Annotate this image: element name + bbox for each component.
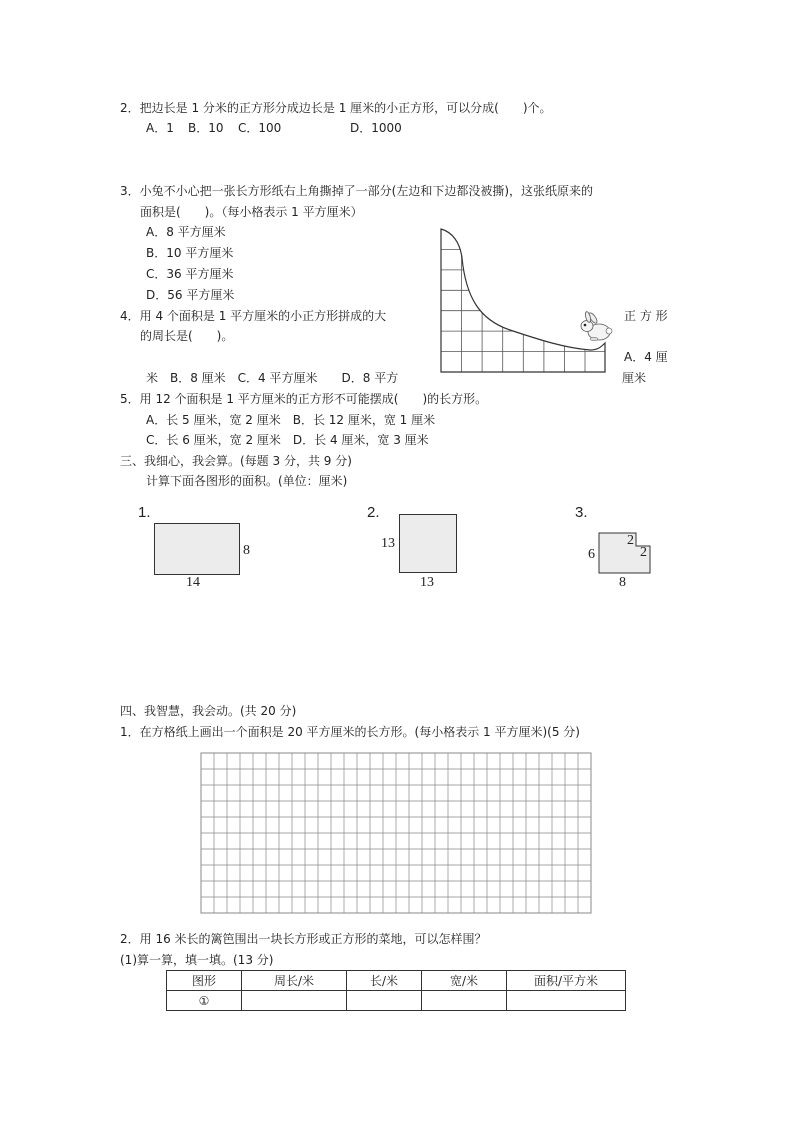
section4-q2: 2．用 16 米长的篱笆围出一块长方形或正方形的菜地，可以怎样围？ bbox=[120, 932, 487, 946]
fence-table bbox=[166, 970, 626, 1011]
q4-option-a-tail: 厘米 bbox=[622, 371, 647, 385]
q4-line1-right: 正 方 形 bbox=[624, 309, 668, 323]
figure2-height: 13 bbox=[381, 536, 395, 551]
q4-line1-left: 4．用 4 个面积是 1 平方厘米的小正方形拼成的大 bbox=[120, 309, 387, 323]
q2-option-a[interactable]: A．1 bbox=[146, 121, 174, 135]
q4-line3: 米 B．8 厘米 C．4 平方厘米 D．8 平方 bbox=[146, 371, 399, 385]
section3-instruction: 计算下面各图形的面积。(单位：厘米) bbox=[146, 474, 348, 488]
q3-stem-line2: 面积是( )。（每小格表示 1 平方厘米） bbox=[140, 205, 363, 219]
table-header-cell: 宽/米 bbox=[422, 971, 507, 991]
table-header-cell: 面积/平方米 bbox=[507, 971, 626, 991]
figure1-height: 8 bbox=[243, 543, 250, 558]
section3-title: 三、我细心，我会算。(每题 3 分，共 9 分) bbox=[120, 454, 352, 468]
rabbit-icon bbox=[581, 311, 612, 340]
table-cell[interactable] bbox=[347, 991, 422, 1011]
figure1-rectangle bbox=[154, 523, 240, 575]
q2-stem: 2．把边长是 1 分米的正方形分成边长是 1 厘米的小正方形，可以分成( )个。 bbox=[120, 101, 552, 115]
figure1-width: 14 bbox=[186, 575, 200, 590]
figure3-cut-width: 2 bbox=[640, 545, 647, 560]
table-header-cell: 图形 bbox=[167, 971, 242, 991]
figure2-square bbox=[399, 514, 457, 573]
section4-q2-sub: (1)算一算，填一填。(13 分) bbox=[120, 953, 274, 967]
table-header-row bbox=[167, 971, 626, 991]
figure2-label: 2. bbox=[367, 504, 380, 521]
q4-option-a[interactable]: A．4 厘 bbox=[624, 350, 668, 364]
q5-options-row2[interactable]: C．长 6 厘米，宽 2 厘米 D．长 4 厘米，宽 3 厘米 bbox=[146, 433, 429, 447]
section4-q1: 1．在方格纸上画出一个面积是 20 平方厘米的长方形。(每小格表示 1 平方厘米)(5 分) bbox=[120, 725, 580, 739]
table-row bbox=[167, 991, 626, 1011]
figure3-cut-height: 2 bbox=[627, 533, 634, 548]
torn-grid-figure bbox=[440, 228, 615, 374]
figure2-width: 13 bbox=[420, 575, 434, 590]
table-cell[interactable] bbox=[422, 991, 507, 1011]
figure3-label: 3. bbox=[575, 504, 588, 521]
q3-option-b[interactable]: B．10 平方厘米 bbox=[146, 246, 234, 260]
table-cell: ① bbox=[167, 991, 242, 1011]
q2-option-b[interactable]: B．10 bbox=[188, 121, 224, 135]
table-cell[interactable] bbox=[507, 991, 626, 1011]
figure1-label: 1. bbox=[138, 504, 151, 521]
q3-option-d[interactable]: D．56 平方厘米 bbox=[146, 288, 235, 302]
section4-title: 四、我智慧，我会动。(共 20 分) bbox=[120, 704, 297, 718]
q2-option-c[interactable]: C．100 bbox=[238, 121, 282, 135]
q3-option-c[interactable]: C．36 平方厘米 bbox=[146, 267, 234, 281]
table-cell[interactable] bbox=[242, 991, 347, 1011]
q2-option-d[interactable]: D．1000 bbox=[350, 121, 402, 135]
q4-line2: 的周长是( )。 bbox=[140, 329, 234, 343]
figure3-height: 6 bbox=[588, 547, 595, 562]
table-header-cell: 长/米 bbox=[347, 971, 422, 991]
figure3-width: 8 bbox=[619, 575, 626, 590]
q3-option-a[interactable]: A．8 平方厘米 bbox=[146, 225, 226, 239]
grid-paper[interactable] bbox=[200, 752, 594, 916]
q5-stem: 5．用 12 个面积是 1 平方厘米的正方形不可能摆成( )的长方形。 bbox=[120, 392, 488, 406]
table-header-cell: 周长/米 bbox=[242, 971, 347, 991]
q3-stem-line1: 3．小兔不小心把一张长方形纸右上角撕掉了一部分(左边和下边都没被撕)，这张纸原来的 bbox=[120, 184, 594, 198]
q5-options-row1[interactable]: A．长 5 厘米，宽 2 厘米 B．长 12 厘米，宽 1 厘米 bbox=[146, 413, 436, 427]
